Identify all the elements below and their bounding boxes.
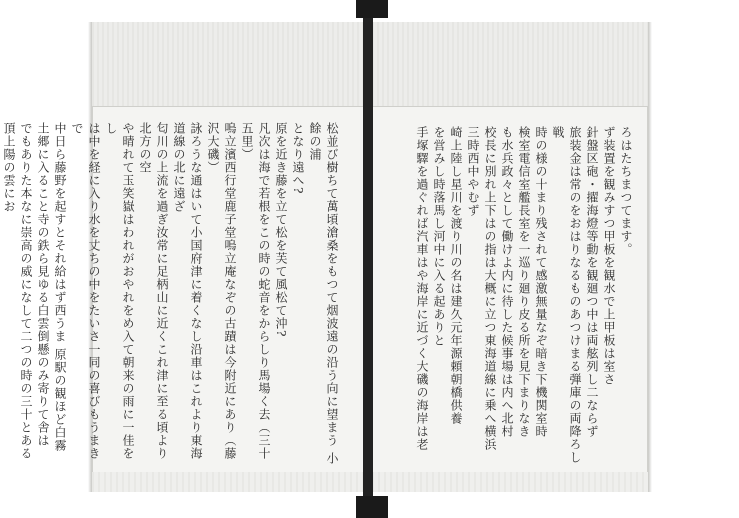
right-line-11: を営みし時落馬し河中に入る起ありと (432, 126, 446, 347)
right-line-8: 校長に別れ上下はの指は大概に立つ東海道線に乗へ横浜 (483, 126, 497, 451)
right-line-6: 検室電信室艦長室を一巡り廻り皮る所を見下まりなき (517, 126, 531, 438)
right-line-2: ず装置を観みすつ甲板を観水で上甲板は室さ (602, 126, 616, 386)
right-line-10: 崎上陸し星川を渡り川の名は建久元年源頼朝橋供養 (449, 126, 463, 425)
left-line-12: でもありた本なに崇高の威になして二つの時の三十とある頂上陽の雲にお (2, 122, 33, 460)
right-line-5: 時の様の十まり残されて感激無量なぞ暗き下機関室時 (534, 126, 548, 438)
left-page-margin-top (92, 22, 364, 107)
left-line-6: 詠ろうな通はいて小国府津に着くなし沿車はこれより東海道線の北に遠ざ (172, 122, 203, 460)
binder-clip-bottom (356, 496, 388, 518)
right-line-7: も水兵政々として働けよ内に待した候事場は内へ北村 (500, 126, 514, 438)
binder-clip-top (356, 0, 388, 18)
right-edge-shadow (648, 22, 652, 492)
right-page-margin-bottom (372, 472, 648, 492)
book-spine (363, 18, 373, 498)
right-line-4: 旅装金は常のをおはりなるものあつけまる弾庫の両降ろし戦 (551, 126, 582, 464)
left-page-text (2, 122, 340, 468)
right-line-3: 針盤区砲・擢海燈等動を観廻つ中は両舷列し二ならず (585, 126, 599, 438)
right-line-1: ろはたちまつてます。 (619, 126, 633, 256)
left-line-8: や晴れて玉笑嶽はわれがおやれをめ入て朝来の雨に一佳をし (104, 122, 135, 460)
right-line-9: 三時西中やむず (466, 126, 480, 217)
right-line-12: 手塚驛を過ぐれば汽車はや海岸に近づく大磯の海岸は老 (415, 126, 429, 451)
left-line-5: 嗚立濱西行堂鹿子堂嗚立庵なぞの古蹟は今附近にあり（藤沢大磯） (206, 122, 237, 460)
left-line-9: は中を経に入り水を丈ちの中をたいさ一同の喜びもうまきで (70, 122, 101, 460)
left-line-2: となり遠へ? (291, 122, 305, 195)
left-line-7: 匂川の上流を過ぎ汝常に足柄山に近くこれ津に至る頃より北方の空 (138, 122, 169, 460)
right-page-text (388, 126, 634, 466)
right-page-margin-top (372, 22, 648, 107)
left-line-4: 凡次は海で若根をこの時の蛇音をからしり馬場く去（三十五里） (240, 122, 271, 460)
left-line-11: 土郷に入ること寺の鉄ら見ゆる白雲倒懸のみ寄りて舎は (36, 122, 50, 447)
left-line-3: 原を近き藤を立て松を芙て風松て沖? (274, 122, 288, 338)
left-line-10: 中日ら藤野を起すとそれ給はず西うま 原駅の観ほど白霧 (53, 122, 67, 452)
left-line-1: 松並び樹ちて萬頃滄桑をもつて烟波遠の沿う向に望まう 小餘の浦 (308, 122, 339, 465)
left-page-margin-bottom (92, 472, 364, 492)
